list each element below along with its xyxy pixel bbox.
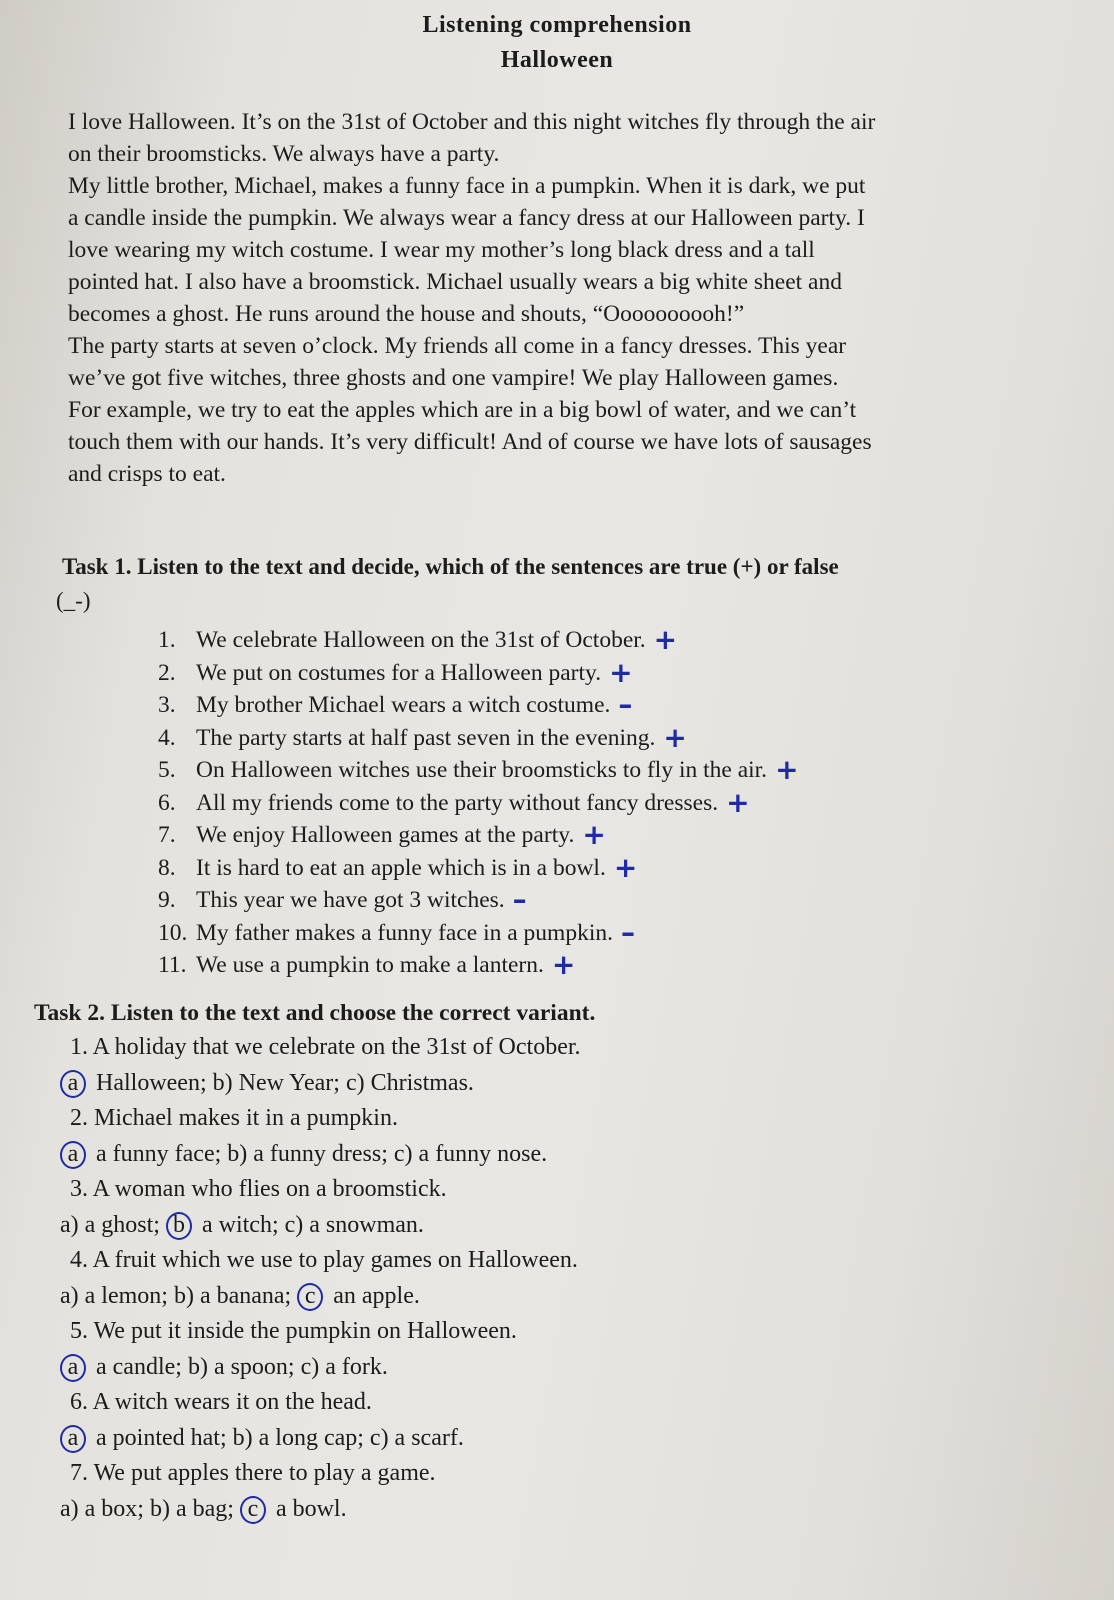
task2-question: 3. A woman who flies on a broomstick. (70, 1176, 447, 1202)
options-after: an apple. (327, 1282, 420, 1309)
passage-line: we’ve got five witches, three ghosts and one vampire! We play Halloween games. (68, 365, 839, 391)
options-after: a candle; b) a spoon; c) a fork. (90, 1353, 388, 1380)
passage-line: My little brother, Michael, makes a funny face in a pumpkin. When it is dark, we put (68, 173, 866, 199)
task2-options (58, 1066, 581, 1102)
task2-question: 1. A holiday that we celebrate on the 31st of October. (70, 1034, 581, 1060)
task1-title: Task 1. Listen to the text and decide, which of the sentences are true (+) or false (62, 554, 839, 579)
item-number: 5. (158, 757, 176, 783)
item-number: 2. (158, 659, 176, 686)
circled-answer: a (60, 1141, 86, 1169)
passage-line: becomes a ghost. He runs around the house and shouts, “Oooooooooh!” (68, 301, 745, 327)
options-before: a) a lemon; b) a banana; (60, 1282, 298, 1309)
statement-text: My brother Michael wears a witch costume. (196, 692, 611, 718)
statement-text: All my friends come to the party without fancy dresses. (196, 789, 719, 816)
passage-line: on their broomsticks. We always have a party. (68, 141, 500, 167)
passage-line: and crisps to eat. (68, 461, 226, 487)
passage-line: pointed hat. I also have a broomstick. Michael usually wears a big white sheet and (68, 269, 842, 295)
item-number: 4. (158, 724, 176, 751)
options-after: a pointed hat; b) a long cap; c) a scarf. (90, 1424, 464, 1451)
task2-question: 5. We put it inside the pumpkin on Halloween. (70, 1318, 517, 1344)
task1-item (158, 722, 799, 755)
statement-text: We put on costumes for a Halloween party. (196, 659, 602, 686)
passage-line: I love Halloween. It’s on the 31st of October and this night witches fly through the air (68, 109, 876, 135)
task1-item (158, 657, 799, 690)
item-number: 3. (158, 692, 176, 718)
statement-text: On Halloween witches use their broomsticks to fly in the air. (196, 757, 768, 783)
item-number: 7. (158, 822, 176, 848)
true-mark: + (663, 720, 687, 754)
task2-options (58, 1492, 581, 1528)
options-after: a bowl. (269, 1495, 347, 1522)
task1-item (158, 787, 799, 820)
task1-item (158, 624, 799, 657)
circled-answer: a (60, 1070, 86, 1098)
statement-text: We enjoy Halloween games at the party. (196, 822, 575, 848)
task1-item (158, 689, 799, 722)
true-mark: + (726, 785, 750, 819)
statement-text: My father makes a funny face in a pumpkin. (196, 919, 613, 946)
statement-text: This year we have got 3 witches. (196, 887, 505, 913)
item-number: 6. (158, 789, 176, 816)
task1-item (158, 852, 799, 885)
circled-answer: c (240, 1496, 266, 1524)
false-mark: – (621, 915, 635, 949)
circled-answer: c (297, 1283, 323, 1311)
passage-line: a candle inside the pumpkin. We always wear a fancy dress at our Halloween party. I (68, 205, 865, 231)
item-number: 1. (158, 627, 176, 653)
item-number: 8. (158, 854, 176, 881)
circled-answer: a (60, 1425, 86, 1453)
true-mark: + (613, 850, 638, 884)
true-mark: + (551, 948, 576, 982)
statement-text: We celebrate Halloween on the 31st of October. (196, 627, 646, 653)
task2-question: 4. A fruit which we use to play games on Halloween. (70, 1247, 578, 1273)
task1-item (158, 949, 799, 982)
item-number: 11. (158, 952, 187, 978)
item-number: 10. (158, 919, 188, 946)
task2-options (58, 1137, 581, 1173)
task2-title: Task 2. Listen to the text and choose the correct variant. (34, 1000, 596, 1026)
true-mark: + (653, 623, 678, 657)
task1-item (158, 754, 799, 787)
task2-options (58, 1350, 581, 1386)
worksheet-subtitle: Halloween (500, 47, 614, 73)
worksheet-title: Listening comprehension (422, 12, 692, 38)
passage (68, 106, 1068, 490)
task2-options (58, 1279, 581, 1315)
circled-answer: a (60, 1354, 86, 1382)
task2-options (58, 1208, 581, 1244)
task2-question: 7. We put apples there to play a game. (70, 1460, 436, 1486)
false-mark: – (618, 688, 633, 722)
task2-options (58, 1421, 581, 1457)
task1-item (158, 917, 799, 950)
item-number: 9. (158, 887, 176, 913)
task2-question: 2. Michael makes it in a pumpkin. (70, 1105, 398, 1131)
options-after: a witch; c) a snowman. (195, 1211, 424, 1238)
statement-text: It is hard to eat an apple which is in a bowl. (196, 854, 606, 881)
options-before: a) a box; b) a bag; (60, 1495, 240, 1522)
passage-line: love wearing my witch costume. I wear my mother’s long black dress and a tall (68, 237, 815, 263)
options-after: a funny face; b) a funny dress; c) a funny nose. (90, 1140, 548, 1167)
options-before: a) a ghost; (60, 1211, 166, 1238)
true-mark: + (775, 753, 799, 787)
true-mark: + (582, 818, 606, 852)
false-mark: – (512, 883, 527, 917)
task1-title-cont: (_-) (56, 588, 91, 613)
task2-question: 6. A witch wears it on the head. (70, 1389, 372, 1415)
passage-line: For example, we try to eat the apples which are in a big bowl of water, and we can’t (68, 397, 857, 423)
circled-answer: b (166, 1212, 192, 1240)
statement-text: The party starts at half past seven in the evening. (196, 724, 656, 751)
task2-list (58, 1030, 581, 1527)
passage-line: touch them with our hands. It’s very difficult! And of course we have lots of sausages (68, 429, 872, 455)
options-after: Halloween; b) New Year; c) Christmas. (90, 1069, 474, 1096)
statement-text: We use a pumpkin to make a lantern. (196, 952, 544, 978)
task1-list (158, 624, 799, 982)
task1-item (158, 884, 799, 917)
task1-item (158, 819, 799, 852)
true-mark: + (609, 655, 633, 689)
passage-line: The party starts at seven o’clock. My friends all come in a fancy dresses. This year (68, 333, 847, 359)
